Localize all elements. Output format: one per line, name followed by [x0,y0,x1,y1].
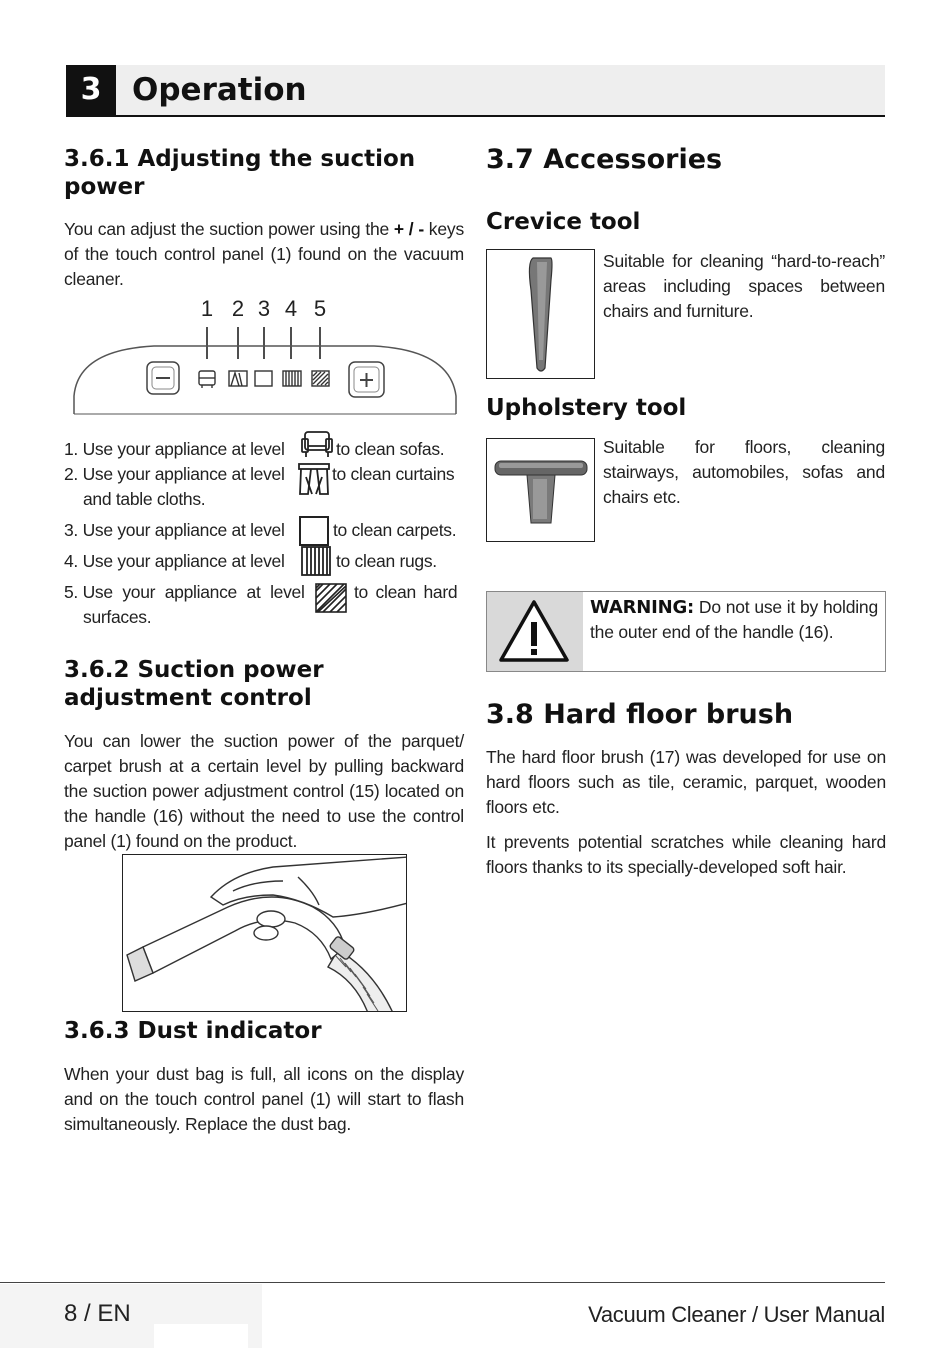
warning-box [486,591,886,672]
panel-number: 2 [231,296,245,321]
list-item-5-after-line2: surfaces. [83,607,152,627]
list-item-1: 1. Use your appliance at level [64,439,285,459]
list-item-2: 2. Use your appliance at level [64,464,285,484]
list-item-5-after: to clean hard [354,582,458,602]
crevice-tool-image [486,249,595,379]
control-panel-diagram [64,292,464,422]
hard-surface-icon [314,582,348,619]
heading-accessories: 3.7 Accessories [486,144,723,175]
chapter-title: Operation [132,72,307,108]
suction-intro-text: You can adjust the suction power using the + / - keys of the touch control panel (1) found on the vacuum cleaner. [64,219,464,289]
upholstery-tool-image [486,438,595,542]
list-item-5: 5. Use your appliance at level [64,582,305,602]
crevice-tool-title: Crevice tool [486,209,641,235]
level-list-render [64,437,464,632]
upholstery-tool-title: Upholstery tool [486,395,687,421]
warning-text: WARNING: Do not use it by holding the outer end of the handle (16). [590,597,878,642]
hard-floor-text-2: It prevents potential scratches while cleaning hard floors thanks to its specially-developed soft hair. [486,832,886,877]
heading-suction-control: 3.6.2 Suction power adjustment control [64,657,324,711]
footer-divider [0,1282,885,1283]
heading-dust-indicator: 3.6.3 Dust indicator [64,1018,322,1044]
footer-title: Vacuum Cleaner / User Manual [588,1302,885,1327]
section-3-6-3 [64,1017,464,1137]
crevice-tool-text: Suitable for cleaning “hard-to-reach” areas including spaces between chairs and furniture. [603,251,885,321]
suction-control-text: You can lower the suction power of the parquet/ carpet brush at a certain level by pulling backward the suction power adjustment control (15) located on the handle (16) without the need to use the control panel (1) found on the product. [64,731,464,851]
list-item-2-after: to clean curtains [332,464,455,484]
handle-illustration [122,854,407,1012]
panel-number: 5 [313,296,327,321]
warning-icon [487,592,583,671]
list-item-2-after-line2: and table cloths. [83,489,206,509]
section-3-6-2 [64,656,464,854]
dust-indicator-text: When your dust bag is full, all icons on the display and on the touch control panel (1) will start to flash simultaneously. Replace the dust bag. [64,1064,464,1134]
list-item-4-after: to clean rugs. [336,551,437,571]
hard-floor-text-1: The hard floor brush (17) was developed for use on hard floors such as tile, ceramic, parquet, wooden floors etc. [486,747,886,817]
list-item-1-after: to clean sofas. [336,439,445,459]
footer-white-block [154,1324,248,1348]
sofa-icon [300,429,334,466]
rug-icon [300,545,332,582]
panel-number: 3 [257,296,271,321]
list-item-3-after: to clean carpets. [333,520,457,540]
chapter-number: 3 [66,65,116,115]
section-3-8 [486,699,886,880]
panel-number: 4 [284,296,298,321]
page-number: 8 / EN [64,1300,131,1327]
plus-minus-keys: + / - [393,219,424,239]
panel-number: 1 [200,296,214,321]
upholstery-tool-text: Suitable for floors, cleaning stairways, automobiles, sofas and chairs etc. [603,437,885,507]
list-item-4: 4. Use your appliance at level [64,551,285,571]
list-item-3: 3. Use your appliance at level [64,520,285,540]
section-3-7 [486,144,886,176]
section-3-6-1 [64,145,464,292]
heading-adjusting-suction: 3.6.1 Adjusting the suction power [64,146,416,200]
heading-hard-floor-brush: 3.8 Hard floor brush [486,699,794,730]
curtain-icon [297,462,331,501]
